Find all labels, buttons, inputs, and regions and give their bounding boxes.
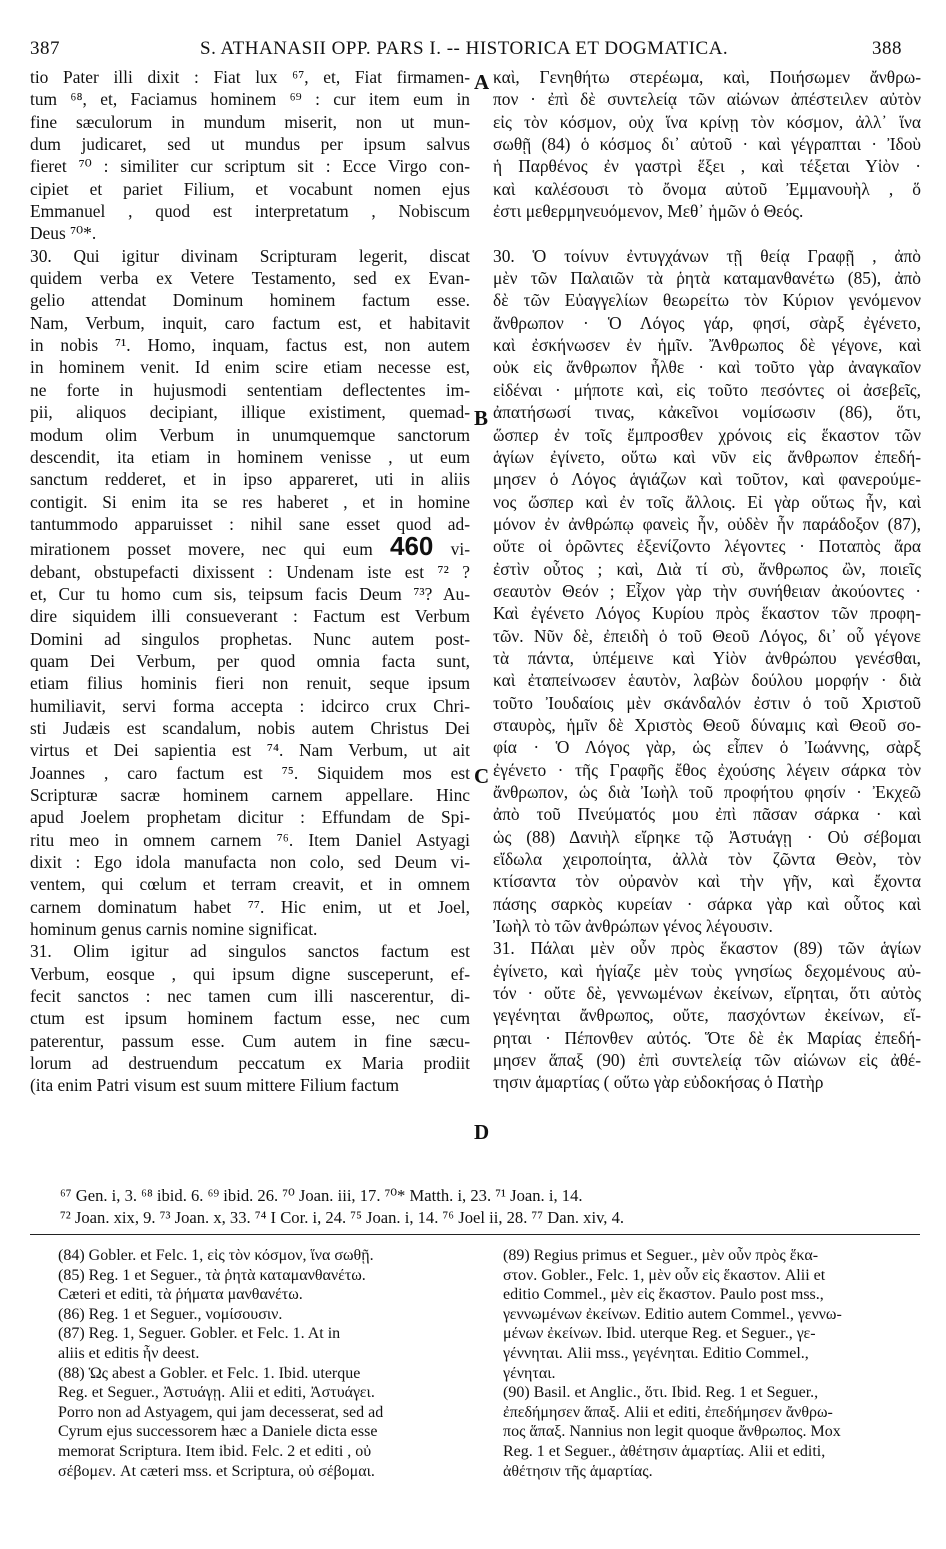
greek-line: οὔτε οἱ ὁρῶντες ἐξενίζοντο λέγοντες · Ποταπὸς ἄρα: [493, 536, 921, 557]
latin-line: dum judicaret, sed ut mundus per ipsum salvus: [30, 134, 470, 155]
greek-line: ἄνθρωπον, ὡς διὰ Ἰωὴλ τοῦ προφήτου φησίν · Ἐκχεῶ: [493, 782, 921, 802]
latin-line: ne forte in hujusmodi sententiam deflectentes im-: [30, 379, 470, 400]
latin-line: contigit. Si enim ita se res haberet , et in homine: [30, 491, 470, 512]
latin-line: fecit sanctos : nec tamen cum illi nascerentur, di-: [30, 986, 470, 1007]
latin-line: ritu meo in omnem carnem ⁷⁶. Item Daniel Astyagi: [30, 829, 470, 850]
note-line: γέννηται. Alii mss., γεγένηται. Editio Commel.,: [503, 1344, 809, 1362]
note-line: πος ἅπαξ. Nannius non legit quoque ἄνθρωπος. Mox: [503, 1423, 841, 1441]
latin-line: Domini ad singulos prophetas. Nunc autem post-: [30, 628, 470, 649]
latin-line: debant, obstupefacti dixissent : Undenam iste est ⁷² ?: [30, 561, 470, 582]
latin-line: 30. Qui igitur divinam Scripturam legerit, discat: [30, 245, 470, 266]
greek-line: [493, 222, 921, 244]
latin-line: hominum genus carnis nomine significat.: [30, 919, 318, 940]
note-line: Porro non ad Astyagem, qui jam decesserat, sed ad: [58, 1403, 384, 1421]
greek-line: τησιν ἁμαρτίας ( οὕτω γὰρ εὐδοκήσας ὁ Πατὴρ: [493, 1072, 824, 1093]
note-line: σέβομεν. At cæteri mss. et Scriptura, οὐ σέβομαι.: [58, 1462, 375, 1480]
latin-line: ctum est ipsum hominem factum esse, nec cum: [30, 1008, 470, 1029]
latin-line: Verbum, eosque , qui ipsum digne susceperunt, ef-: [30, 963, 470, 984]
greek-line: ἀπὸ τοῦ Πνεύματός μου ἐπὶ πᾶσαν σάρκα · καὶ: [493, 804, 921, 825]
note-line: (84) Gobler. et Felc. 1, εἰς τὸν κόσμον, ἵνα σωθῇ.: [58, 1247, 374, 1264]
greek-line: δὲ τῶν Εὐαγγελίων θεωρείτω τὸν Κύριον γενόμενον: [493, 290, 921, 311]
latin-line: virtus et Dei sapientia est ⁷⁴. Nam Verbum, ut ait: [30, 740, 470, 761]
greek-line: Καὶ ἐγένετο Λόγος Κυρίου πρὸς ἕκαστον τῶν προφη-: [493, 603, 921, 624]
latin-line: lorum ad destruendum peccatum ex Maria prodiit: [30, 1053, 470, 1074]
greek-line: τόν · οὔτε δὲ, γεννωμένων ἐκείνων, εἴρηται, ὅτι αὐτὸς: [493, 983, 921, 1004]
greek-line: φία · Ὁ Λόγος γὰρ, ὡς εἶπεν ὁ Ἰωάννης, σὰρξ: [493, 737, 921, 758]
latin-line: fine sæculorum in mundum miserit, non ut mun-: [30, 111, 470, 132]
latin-line: quam Dei Verbum, per quod omnia facta sunt,: [30, 650, 470, 671]
greek-line: τὰ πάντα, ὑπέμεινε καὶ Υἱὸν ἀνθρώπου γενέσθαι,: [493, 647, 921, 668]
margin-letter-d: D: [474, 1120, 490, 1144]
greek-line: πον · ἐπὶ δὲ συντελείᾳ τῶν αἰώνων ἀπέστειλεν αὐτὸν: [493, 89, 921, 110]
greek-line: ἐστὶν οὗτος ; καὶ, Διὰ τί σὺ, ἄνθρωπος ὢν, ποιεῖς: [493, 558, 921, 579]
latin-line: in nobis ⁷¹. Homo, inquam, factus est, non autem: [30, 335, 470, 356]
greek-line: καὶ, Γενηθήτω στερέωμα, καὶ, Ποιήσωμεν ἄνθρω-: [493, 67, 921, 87]
page-number-left: 387: [30, 38, 60, 59]
latin-line: pii, aliquos decipiant, illique existiment, quemad-: [30, 402, 470, 423]
running-title: S. ATHANASII OPP. PARS I. -- HISTORICA ET DOGMATICA.: [200, 38, 729, 59]
latin-line: (ita enim Patri visum est suum mittere Filium factum: [30, 1075, 400, 1096]
note-line: Cæteri et editi, τὰ ῥήματα μανθανέτω.: [58, 1286, 303, 1304]
greek-line: ἡ Παρθένος ἐν γαστρὶ ἕξει , καὶ τέξεται Υἱὸν ·: [493, 156, 921, 177]
latin-line: gelio attendat Dominum hominem factum esse.: [30, 290, 470, 311]
note-line: ἀθέτησιν τῆς ἁμαρτίας.: [503, 1462, 653, 1480]
greek-line: ἐγένετο · τῆς Γραφῆς ἔθος ἐχούσης λέγειν σάρκα τὸν: [493, 759, 921, 780]
greek-line: ρηται · Πέπονθεν αὐτός. Ὅτε δὲ ἐκ Μαρίας ἐπεδή-: [493, 1027, 921, 1048]
greek-line: σωθῇ (84) ὁ κόσμος δι᾽ αὐτοῦ · καὶ γέγραπται · Ἰδοὺ: [493, 134, 921, 155]
note-line: μένων ἐκείνων. Ibid. uterque Reg. et Seguer., γε-: [503, 1325, 816, 1343]
note-line: aliis et editis ἦν deest.: [58, 1344, 200, 1362]
greek-line: γεγένηται ἄνθρωπος, οὔτε, πασχόντων ἐκείνων, εἴ-: [493, 1005, 921, 1026]
latin-line: dixit : Ego idola manufacta non colo, sed Deum vi-: [30, 852, 470, 873]
greek-line: εἰς τὸν κόσμον, οὐχ ἵνα κρίνῃ τὸν κόσμον, ἀλλ᾽ ἵνα: [493, 111, 921, 132]
latin-line: etiam filius hominis fieri non renuit, seque ipsum: [30, 673, 470, 694]
latin-line: sanctum redderet, et in ipso appareret, uti in aliis: [30, 469, 470, 490]
greek-line: 31. Πάλαι μὲν οὖν πρὸς ἕκαστον (89) τῶν ἁγίων: [493, 938, 921, 959]
latin-line: carnem dominatum habet ⁷⁷. Hic enim, ut et Joel,: [30, 896, 470, 917]
greek-line: μόνον ἐν ἀνθρώπῳ φανεὶς ἦν, οὐδὲν ἦν παράδοξον (87),: [493, 513, 921, 534]
latin-line: sti Judæis est scandalum, nobis autem Christus Dei: [30, 717, 470, 738]
latin-line: Nam, Verbum, inquit, caro factum est, et habitavit: [30, 312, 470, 333]
latin-line: apud Joelem prophetam dicitur : Effundam de Spi-: [30, 807, 470, 828]
greek-line: ὡς (88) Δανιὴλ εἴρηκε τῷ Ἀστυάγῃ · Οὐ σέβομαι: [493, 826, 921, 847]
greek-line: καὶ ἐταπείνωσεν ἑαυτὸν, λαβὼν δούλου μορφήν · διὰ: [493, 670, 921, 691]
column-number: 460: [390, 535, 434, 561]
latin-line: quidem verba ex Vetere Testamento, sed ex Evan-: [30, 268, 470, 289]
greek-line: οὐκ εἰς ἄνθρωπον ἦλθε · καὶ τοῦτο γὰρ ἀναγκαῖον: [493, 357, 921, 378]
note-line: (89) Regius primus et Seguer., μὲν οὖν πρὸς ἕκα-: [503, 1247, 819, 1264]
note-line: (88) Ὡς abest a Gobler. et Felc. 1. Ibid. uterque: [58, 1364, 361, 1382]
latin-line: humiliavit, servi forma accepta : idcirco crux Chri-: [30, 695, 470, 716]
latin-line: ventem, qui cœlum et terram creavit, et in omnem: [30, 874, 470, 895]
reference-line: ⁷² Joan. xix, 9. ⁷³ Joan. x, 33. ⁷⁴ I Cor. i, 24. ⁷⁵ Joan. i, 14. ⁷⁶ Joel ii, 28. ⁷⁷ Dan. xiv, 4.: [60, 1208, 625, 1227]
greek-line: πάσης σαρκὸς κυρείαν · σάρκα γὰρ καὶ οὗτος καὶ: [493, 893, 921, 914]
greek-line: ὥσπερ ἐν τοῖς ἔμπροσθεν χρόνοις εἰς ἕκαστον τῶν: [493, 424, 921, 445]
scripture-references: [60, 1185, 900, 1229]
reference-line: ⁶⁷ Gen. i, 3. ⁶⁸ ibid. 6. ⁶⁹ ibid. 26. ⁷⁰ Joan. iii, 17. ⁷⁰* Matth. i, 23. ⁷¹ Joan. i, 14.: [60, 1186, 583, 1205]
note-line: memorat Scriptura. Item ibid. Felc. 2 et editi , οὐ: [58, 1442, 372, 1460]
latin-line: 31. Olim igitur ad singulos sanctos factum est: [30, 941, 470, 962]
greek-line: 30. Ὁ τοίνυν ἐντυγχάνων τῇ θείᾳ Γραφῇ , ἀπὸ: [493, 245, 921, 266]
greek-line: εἰδέναι · μήποτε καὶ, εἰς τοῦτο πεσόντες οἱ ἀσεβεῖς,: [493, 379, 921, 400]
latin-line: Emmanuel , quod est interpretatum , Nobiscum: [30, 201, 470, 222]
greek-line: μησεν ἅπαξ (90) ἐπὶ συντελείᾳ τῶν αἰώνων εἰς ἀθέ-: [493, 1050, 921, 1071]
greek-line: ἄνθρωπον · Ὁ Λόγος γάρ, φησί, σὰρξ ἐγένετο,: [493, 312, 921, 333]
latin-line: descendit, ita etiam in hominem venisse , ut eum: [30, 446, 470, 467]
latin-line: Deus ⁷⁰*.: [30, 223, 97, 244]
note-line: (90) Basil. et Anglic., ὅτι. Ibid. Reg. 1 et Seguer.,: [503, 1384, 819, 1402]
latin-line: modum olim Verbum in unumquemque sanctorum: [30, 424, 470, 445]
greek-line: τοῦτο Ἰουδαίοις μὲν σκάνδαλόν ἐστιν ὁ τοῦ Χριστοῦ: [493, 692, 921, 713]
greek-line: ἐστι μεθερμηνευόμενον, Μεθ᾽ ἡμῶν ὁ Θεός.: [493, 201, 804, 222]
note-line: (87) Reg. 1, Seguer. Gobler. et Felc. 1. At in: [58, 1325, 341, 1343]
greek-line: μησεν ὁ Λόγος ἁγιάζων καὶ τοῦτον, καὶ φανερούμε-: [493, 469, 921, 490]
greek-line: μὲν τῶν Παλαιῶν τὰ ῥητὰ καταμανθανέτω (85), ἀπὸ: [493, 268, 921, 289]
greek-line: ἐγίνετο, καὶ ἡγίαζε μὲν τοὺς γνησίως δεχομένους αὐ-: [493, 960, 921, 981]
latin-line: in hominem venit. Id enim scire etiam necesse est,: [30, 357, 470, 378]
latin-line: cipiet et pariet Filium, et vocabunt nomen ejus: [30, 178, 470, 199]
latin-column: [30, 66, 470, 1097]
greek-line: καὶ καλέσουσι τὸ ὄνομα αὐτοῦ Ἐμμανουὴλ , ὅ: [493, 178, 921, 199]
latin-line: Joannes , caro factum est ⁷⁵. Siquidem mos est: [30, 762, 470, 783]
margin-letter-b: B: [474, 406, 489, 430]
critical-notes-right: [503, 1246, 921, 1481]
greek-line: καὶ ἐσκήνωσεν ἐν ἡμῖν. Ἄνθρωπος δὲ γέγονε, καὶ: [493, 335, 921, 356]
greek-line: σταυρὸς, ἡμῖν δὲ Χριστὸς Θεοῦ δύναμις καὶ Θεοῦ σο-: [493, 714, 921, 735]
latin-line: fieret ⁷⁰ : similiter cur scriptum sit : Ecce Virgo con-: [30, 156, 470, 177]
note-line: Reg. et Seguer., Ἀστυάγῃ. Alii et editi, Ἀστυάγει.: [58, 1384, 375, 1402]
latin-line: mirationem posset movere, nec qui eum 460 vi-: [30, 535, 470, 560]
note-line: στον. Gobler., Felc. 1, μὲν οὖν εἰς ἕκαστον. Alii et: [503, 1266, 826, 1284]
greek-line: τῶν. Νῦν δὲ, ἐπειδὴ ὁ τοῦ Θεοῦ Λόγος, δι᾽ οὗ γέγονε: [493, 625, 921, 646]
latin-line: dire siquidem illi consueverant : Factum est Verbum: [30, 606, 470, 627]
page-number-right: 388: [872, 38, 902, 59]
latin-line: tio Pater illi dixit : Fiat lux ⁶⁷, et, Fiat firmamen-: [30, 67, 470, 87]
greek-line: νος ὥσπερ καὶ ἐν τοῖς ἄλλοις. Εἰ γὰρ οὕτως ἦν, καὶ: [493, 491, 921, 512]
note-line: γεννωμένων ἐκείνων. Editio autem Commel., γεννω-: [503, 1305, 842, 1323]
note-line: Reg. 1 et Seguer., ἀθέτησιν ἁμαρτίας. Alii et editi,: [503, 1442, 826, 1460]
greek-line: Ἰωὴλ τὸ τῶν ἀνθρώπων γένος λέγουσιν.: [493, 916, 773, 937]
divider: [30, 1234, 920, 1235]
greek-line: ἀπατήσωσί τινας, κἀκεῖνοι νομίσωσιν (86), ὅτι,: [493, 402, 921, 423]
greek-line: ἁγίων ἐγίνετο, οὕτω καὶ νῦν εἰς ἄνθρωπον ἐπεδή-: [493, 446, 921, 467]
latin-line: paterentur, passum esse. Cum autem in fine sæcu-: [30, 1030, 470, 1051]
note-line: editio Commel., μὲν εἰς ἕκαστον. Paulo post mss.,: [503, 1286, 824, 1304]
margin-letter-a: A: [474, 70, 490, 94]
note-line: Cyrum ejus successorem hæc a Daniele dicta esse: [58, 1423, 378, 1441]
greek-line: κτίσαντα τὸν οὐρανὸν καὶ τὴν γῆν, καὶ ἔχοντα: [493, 871, 921, 892]
note-line: ἐπεδήμησεν ἅπαξ. Alii et editi, ἐπεδήμησεν ἄνθρω-: [503, 1403, 833, 1421]
latin-line: tantummodo apparuisset : nihil sane esset quod ad-: [30, 513, 470, 534]
latin-line: Scripturæ sacræ hominem carnem appellare. Hinc: [30, 785, 470, 805]
note-line: (86) Reg. 1 et Seguer., νομίσουσιν.: [58, 1305, 283, 1323]
latin-line: et, Cur tu homo cum sis, teipsum facis Deum ⁷³? Au-: [30, 583, 470, 604]
greek-line: εἴδωλα χειροποίητα, ἀλλὰ τὸν ζῶντα Θεὸν, τὸν: [493, 849, 921, 870]
note-line: γένηται.: [503, 1364, 556, 1382]
critical-notes-left: [58, 1246, 476, 1481]
latin-line: tum ⁶⁸, et, Faciamus hominem ⁶⁹ : cur item eum in: [30, 89, 470, 110]
margin-letter-c: C: [474, 764, 490, 788]
greek-line: σεαυτὸν Θεόν ; Εἶχον γὰρ τὴν συνήθειαν ἀκούοντες ·: [493, 580, 921, 601]
greek-column: [493, 66, 921, 1094]
note-line: (85) Reg. 1 et Seguer., τὰ ῥητὰ καταμανθανέτω.: [58, 1266, 366, 1284]
